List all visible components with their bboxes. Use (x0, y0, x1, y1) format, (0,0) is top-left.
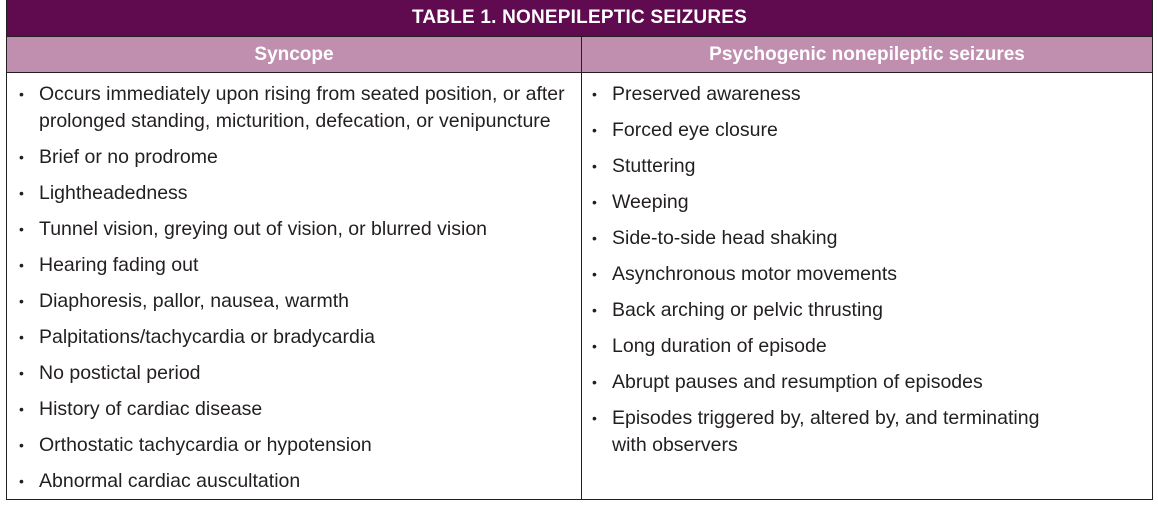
list-item-text: Brief or no prodrome (39, 146, 218, 168)
syncope-column (7, 73, 582, 499)
bullet-icon: • (592, 374, 597, 390)
bullet-icon: • (19, 365, 24, 381)
bullet-icon: • (19, 401, 24, 417)
bullet-icon: • (592, 194, 597, 210)
list-item-text: Preserved awareness (612, 83, 801, 105)
list-item-text: Episodes triggered by, altered by, and terminating with observers (612, 407, 1040, 456)
list-item (590, 189, 1052, 216)
list-item (590, 225, 1052, 252)
list-item (590, 261, 1052, 288)
list-item (590, 405, 1052, 459)
table-body-row (7, 73, 1152, 499)
list-item-text: Lightheadedness (39, 182, 188, 204)
table-header-row (7, 37, 1152, 73)
bullet-icon: • (19, 473, 24, 489)
bullet-icon: • (19, 86, 24, 102)
bullet-icon: • (592, 338, 597, 354)
list-item-text: Orthostatic tachycardia or hypotension (39, 434, 372, 456)
list-item (17, 396, 581, 423)
list-item (17, 468, 581, 495)
list-item (17, 324, 581, 351)
list-item-text: Occurs immediately upon rising from seated position, or after prolonged standing, micturition, defecation, or venipuncture (39, 83, 565, 132)
list-item-text: Tunnel vision, greying out of vision, or blurred vision (39, 218, 488, 240)
psychogenic-column (582, 73, 1152, 499)
list-item-text: Forced eye closure (612, 119, 778, 141)
bullet-icon: • (19, 257, 24, 273)
list-item-text: Abrupt pauses and resumption of episodes (612, 371, 983, 393)
list-item (590, 153, 1052, 180)
list-item-text: Weeping (612, 191, 689, 213)
list-item (590, 117, 1052, 144)
list-item-text: Hearing fading out (39, 254, 199, 276)
list-item (17, 360, 581, 387)
list-item (17, 81, 581, 135)
list-item-text: Back arching or pelvic thrusting (612, 299, 883, 321)
bullet-icon: • (592, 266, 597, 282)
bullet-icon: • (19, 293, 24, 309)
list-item-text: History of cardiac disease (39, 398, 263, 420)
list-item-text: Side-to-side head shaking (612, 227, 838, 249)
bullet-icon: • (19, 185, 24, 201)
list-item (590, 369, 1052, 396)
list-item (590, 297, 1052, 324)
list-item (17, 288, 581, 315)
bullet-icon: • (592, 86, 597, 102)
nonepileptic-seizures-table (6, 0, 1153, 500)
list-item (17, 180, 581, 207)
list-item-text: Stuttering (612, 155, 696, 177)
table-title: TABLE 1. NONEPILEPTIC SEIZURES (7, 0, 1152, 37)
bullet-icon: • (592, 410, 597, 426)
bullet-icon: • (592, 122, 597, 138)
list-item-text: No postictal period (39, 362, 201, 384)
list-item (17, 216, 581, 243)
list-item-text: Palpitations/tachycardia or bradycardia (39, 326, 376, 348)
bullet-icon: • (19, 329, 24, 345)
list-item (590, 333, 1052, 360)
column-header-syncope: Syncope (7, 37, 582, 72)
list-item-text: Abnormal cardiac auscultation (39, 470, 301, 492)
list-item (17, 432, 581, 459)
list-item (17, 144, 581, 171)
list-item (590, 81, 1052, 108)
list-item-text: Diaphoresis, pallor, nausea, warmth (39, 290, 349, 312)
psychogenic-list (590, 81, 1152, 459)
syncope-list (17, 81, 581, 495)
list-item-text: Asynchronous motor movements (612, 263, 898, 285)
bullet-icon: • (592, 158, 597, 174)
bullet-icon: • (592, 230, 597, 246)
bullet-icon: • (19, 149, 24, 165)
bullet-icon: • (19, 437, 24, 453)
column-header-psychogenic: Psychogenic nonepileptic seizures (709, 43, 1025, 65)
list-item-text: Long duration of episode (612, 335, 827, 357)
bullet-icon: • (19, 221, 24, 237)
list-item (17, 252, 581, 279)
bullet-icon: • (592, 302, 597, 318)
